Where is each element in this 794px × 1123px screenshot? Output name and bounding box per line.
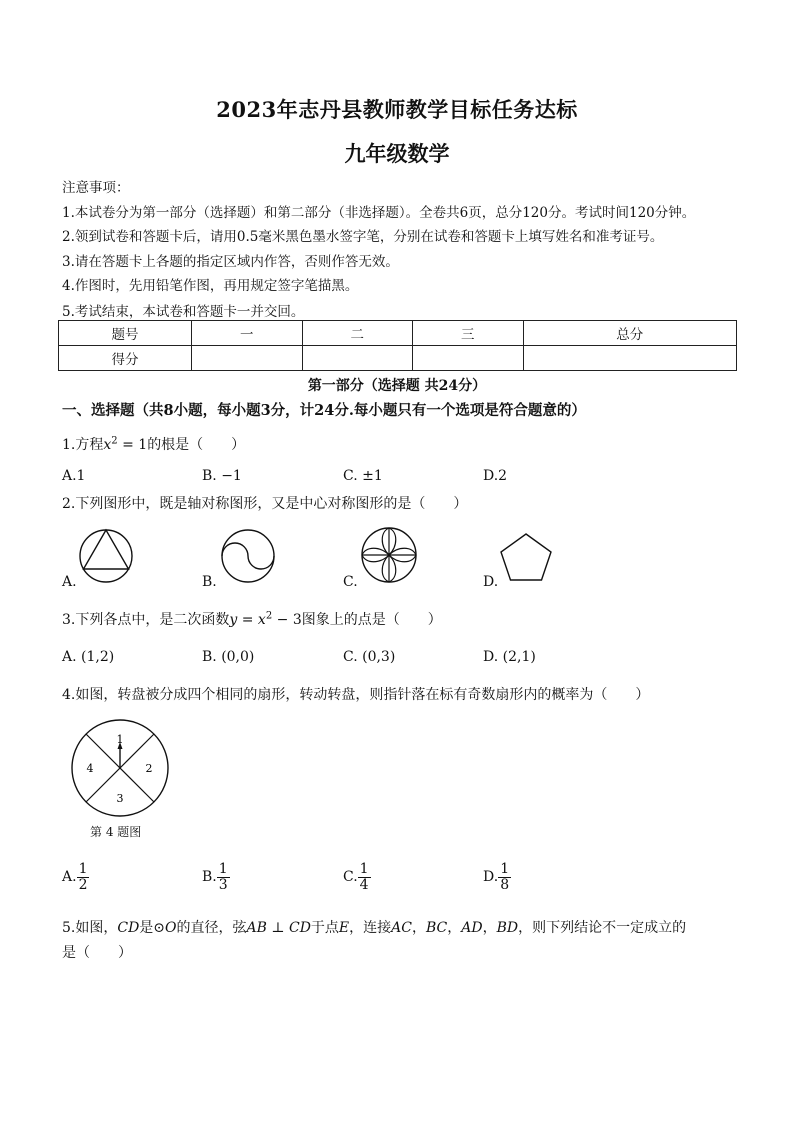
- note-item: 2.领到试卷和答题卡后，请用0.5毫米黑色墨水签字笔，分别在试卷和答题卡上填写姓名和准考证号。: [62, 229, 664, 245]
- score-table-cell: 题号: [59, 321, 192, 346]
- score-input-cell[interactable]: [192, 346, 303, 371]
- spinner-label: 1: [116, 733, 124, 746]
- yin-yang-curve-figure: [220, 528, 276, 584]
- q3-func-var: x: [257, 612, 266, 628]
- numerator: 1: [500, 861, 510, 877]
- q5-math: CD: [117, 920, 140, 936]
- denominator: 4: [359, 876, 369, 893]
- score-input-cell[interactable]: [523, 346, 736, 371]
- spinner-figure: [68, 716, 172, 820]
- q3-prefix: 3.下列各点中，是二次函数: [62, 612, 230, 628]
- q4-option-d[interactable]: [483, 862, 511, 892]
- score-table-cell: 二: [302, 321, 413, 346]
- numerator: 1: [359, 861, 369, 877]
- note-item: 1.本试卷分为第一部分（选择题）和第二部分（非选择题）。全卷共6页，总分120分。考试时间120分钟。: [62, 205, 696, 221]
- denominator: 3: [218, 876, 228, 893]
- figure-caption: 第 4 题图: [90, 825, 142, 839]
- score-table-row: [59, 346, 737, 371]
- note-item: 3.请在答题卡上各题的指定区域内作答，否则作答无效。: [62, 254, 399, 270]
- q5-math: AD: [461, 920, 483, 936]
- q1-option-a[interactable]: A.1: [62, 468, 86, 484]
- q3-func-rest: − 3: [272, 612, 302, 628]
- score-table-cell: 得分: [59, 346, 192, 371]
- option-letter: D.: [483, 869, 499, 886]
- four-petal-circle-figure: [360, 526, 418, 584]
- q4-option-b[interactable]: [202, 862, 230, 892]
- q5-text: 5.如图，: [62, 920, 118, 936]
- exam-title: 2023年志丹县教师教学目标任务达标: [216, 97, 578, 122]
- q5-math: BD: [496, 920, 519, 936]
- option-letter: C.: [343, 869, 358, 886]
- score-table: [58, 320, 737, 371]
- circle-with-triangle-figure: [78, 528, 134, 584]
- spinner-label: 4: [86, 762, 94, 775]
- q2-option-b[interactable]: B.: [202, 574, 217, 590]
- q1-rest: = 1: [117, 437, 148, 453]
- note-item: 5.考试结束，本试卷和答题卡一并交回。: [62, 304, 305, 320]
- q3-option-b[interactable]: B. (0,0): [202, 649, 255, 665]
- q1-var: x: [103, 437, 112, 453]
- q4-option-a[interactable]: [62, 862, 89, 892]
- spinner-label: 3: [116, 792, 124, 805]
- score-table-cell: 总分: [523, 321, 736, 346]
- q5-math: AC: [391, 920, 412, 936]
- score-table-header-row: [59, 321, 737, 346]
- q2-option-a[interactable]: A.: [62, 574, 77, 590]
- fraction: [358, 862, 371, 892]
- q1-option-c[interactable]: C. ±1: [343, 468, 383, 484]
- q3-func-mid: =: [237, 612, 258, 628]
- q5-math: E: [338, 920, 350, 936]
- q5-math: AB ⊥ CD: [246, 920, 311, 936]
- fraction: [217, 862, 230, 892]
- q5-math: ⊙O: [153, 920, 177, 936]
- exam-subtitle: 九年级数学: [344, 141, 450, 166]
- question-5-line2: 是（ ）: [62, 945, 132, 961]
- denominator: 8: [500, 876, 510, 893]
- question-5: 5.如图，CD是⊙O的直径，弦AB ⊥ CD于点E，连接AC，BC，AD，BD，则下列结论不一定成立的: [62, 920, 687, 936]
- question-1: [62, 434, 245, 454]
- q1-option-d[interactable]: D.2: [483, 468, 508, 484]
- q3-func-exp: 2: [265, 610, 273, 622]
- q4-option-c[interactable]: [343, 862, 371, 892]
- q1-exp: 2: [111, 435, 118, 447]
- q5-text: ，则下列结论不一定成立的: [518, 920, 687, 936]
- q2-option-c[interactable]: C.: [343, 574, 358, 590]
- question-4: 4.如图，转盘被分成四个相同的扇形，转动转盘，则指针落在标有奇数扇形内的概率为（ ）: [62, 687, 650, 703]
- section1-title: 一、选择题（共8小题，每小题3分，计24分.每小题只有一个选项是符合题意的）: [62, 402, 586, 419]
- q1-prefix: 1.方程: [62, 437, 104, 453]
- score-table-cell: 一: [192, 321, 303, 346]
- spinner-label: 2: [145, 762, 153, 775]
- question-3: [62, 609, 442, 629]
- q3-option-a[interactable]: A. (1,2): [62, 649, 115, 665]
- q3-option-c[interactable]: C. (0,3): [343, 649, 396, 665]
- score-input-cell[interactable]: [302, 346, 413, 371]
- score-input-cell[interactable]: [413, 346, 524, 371]
- q3-option-d[interactable]: D. (2,1): [483, 649, 536, 665]
- question-2: 2.下列图形中，既是轴对称图形，又是中心对称图形的是（ ）: [62, 496, 468, 512]
- q2-option-d[interactable]: D.: [483, 574, 499, 590]
- q1-option-b[interactable]: B. −1: [202, 468, 242, 484]
- note-item: 4.作图时，先用铅笔作图，再用规定签字笔描黑。: [62, 278, 359, 294]
- score-table-cell: 三: [413, 321, 524, 346]
- q1-suffix: 的根是（ ）: [147, 437, 246, 453]
- q5-math: BC: [425, 920, 448, 936]
- option-letter: B.: [202, 869, 217, 886]
- numerator: 1: [78, 861, 88, 877]
- numerator: 1: [218, 861, 228, 877]
- notes-heading: 注意事项：: [62, 180, 130, 196]
- denominator: 2: [78, 876, 88, 893]
- q5-text: 的直径，弦: [176, 920, 247, 936]
- pentagon-figure: [498, 532, 554, 582]
- q5-text: 是: [139, 920, 154, 936]
- part1-title: 第一部分（选择题 共24分）: [307, 378, 487, 394]
- q3-func-lhs: y: [229, 612, 238, 628]
- option-letter: A.: [62, 869, 77, 886]
- fraction: [77, 862, 90, 892]
- q5-text: 于点: [310, 920, 339, 936]
- q5-text: ，连接: [349, 920, 392, 936]
- q3-suffix: 图象上的点是（ ）: [301, 612, 442, 628]
- fraction: [498, 862, 511, 892]
